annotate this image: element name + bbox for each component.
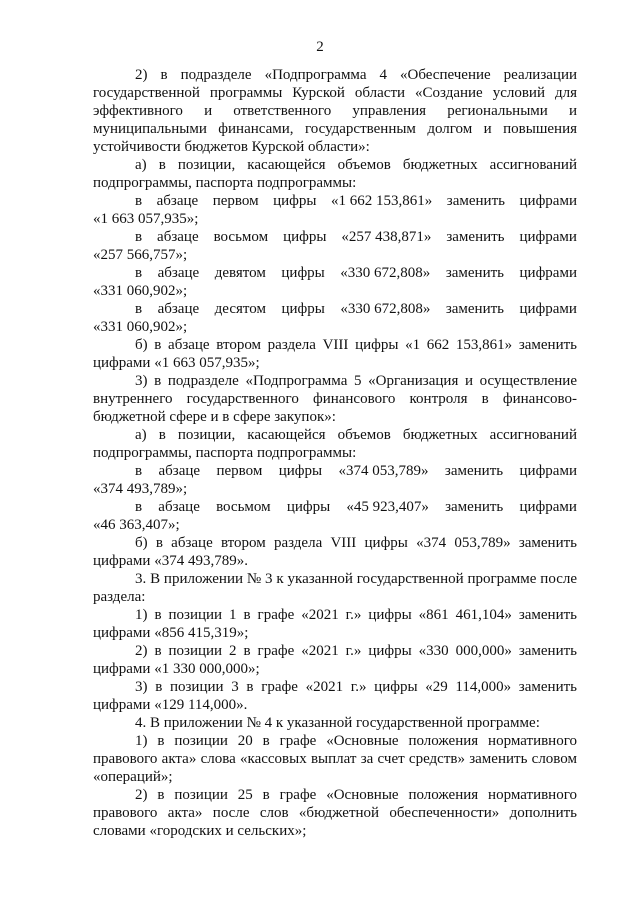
word: заменить <box>446 229 505 245</box>
paragraph: 2) в позиции 25 в графе «Основные положения нормативного правового акта» после слов «бюджетной обеспеченности» дополнить словами «городских и сельских»; <box>93 787 577 839</box>
word: абзаце <box>158 499 200 515</box>
word: цифрами <box>519 463 577 479</box>
word: заменить <box>445 265 504 281</box>
paragraph-continuation: «331 060,902»; <box>93 283 188 299</box>
word: восьмом <box>216 499 271 515</box>
paragraph: 3. В приложении № 3 к указанной государственной программе после раздела: <box>93 571 577 605</box>
word: цифрами <box>519 301 577 317</box>
word: «257 438,871» <box>341 229 432 245</box>
paragraph-continuation: «257 566,757»; <box>93 247 188 263</box>
word: заменить <box>446 193 505 209</box>
paragraph-continuation: «46 363,407»; <box>93 517 180 533</box>
paragraph: б) в абзаце втором раздела VIII цифры «1 662 153,861» заменить цифрами «1 663 057,935»; <box>93 337 577 371</box>
word: первом <box>216 463 263 479</box>
word: девятом <box>214 265 266 281</box>
word: цифры <box>273 193 317 209</box>
paragraph: 2) в подразделе «Подпрограмма 4 «Обеспечение реализации государственной программы Курской области «Создание условий для эффективного и ответственного управления региональными и муниципальными финансами, государственным долгом и повышения устойчивости бюджетов Курской области»: <box>93 67 577 155</box>
word: заменить <box>445 301 504 317</box>
word: цифры <box>278 463 323 479</box>
word: заменить <box>444 463 504 479</box>
word: десятом <box>214 301 266 317</box>
word: цифры <box>286 499 331 515</box>
word: в <box>135 301 143 317</box>
paragraph: б) в абзаце втором раздела VIII цифры «374 053,789» заменить цифрами «374 493,789». <box>93 535 577 569</box>
paragraph-first-line <box>93 228 577 246</box>
word: «330 672,808» <box>340 265 431 281</box>
document-body <box>93 66 577 840</box>
word: цифрами <box>519 229 577 245</box>
word: в <box>135 265 143 281</box>
paragraph: а) в позиции, касающейся объемов бюджетных ассигнований подпрограммы, паспорта подпрограммы: <box>93 427 577 461</box>
word: в <box>135 499 143 515</box>
word: «1 662 153,861» <box>331 193 433 209</box>
paragraph: а) в позиции, касающейся объемов бюджетных ассигнований подпрограммы, паспорта подпрограммы: <box>93 157 577 191</box>
paragraph: 2) в позиции 2 в графе «2021 г.» цифры «330 000,000» заменить цифрами «1 330 000,000»; <box>93 643 577 677</box>
paragraph: 3) в позиции 3 в графе «2021 г.» цифры «29 114,000» заменить цифрами «129 114,000». <box>93 679 577 713</box>
split-paragraph <box>93 498 577 534</box>
split-paragraph <box>93 192 577 228</box>
word: «330 672,808» <box>340 301 431 317</box>
word: «374 053,789» <box>338 463 429 479</box>
word: восьмом <box>213 229 269 245</box>
split-paragraph <box>93 462 577 498</box>
word: «45 923,407» <box>346 499 429 515</box>
paragraph-continuation: «374 493,789»; <box>93 481 188 497</box>
word: абзаце <box>157 229 199 245</box>
word: в <box>135 229 143 245</box>
word: заменить <box>445 499 504 515</box>
word: абзаце <box>157 301 200 317</box>
word: абзаце <box>157 265 200 281</box>
word: первом <box>212 193 259 209</box>
paragraph-first-line <box>93 498 577 516</box>
paragraph-continuation: «1 663 057,935»; <box>93 211 199 227</box>
paragraph-first-line <box>93 300 577 318</box>
word: цифрами <box>519 193 577 209</box>
paragraph: 1) в позиции 1 в графе «2021 г.» цифры «861 461,104» заменить цифрами «856 415,319»; <box>93 607 577 641</box>
word: цифрами <box>519 499 577 515</box>
split-paragraph <box>93 228 577 264</box>
word: в <box>135 193 143 209</box>
page-number: 2 <box>316 39 324 55</box>
word: цифры <box>281 301 325 317</box>
split-paragraph <box>93 300 577 336</box>
word: цифры <box>281 265 325 281</box>
paragraph: 4. В приложении № 4 к указанной государственной программе: <box>135 715 540 731</box>
word: абзаце <box>156 193 199 209</box>
paragraph: 3) в подразделе «Подпрограмма 5 «Организация и осуществление внутреннего государственного финансового контроля в финансово-бюджетной сфере и в сфере закупок»: <box>93 373 577 425</box>
word: цифры <box>283 229 327 245</box>
paragraph-first-line <box>93 192 577 210</box>
word: в <box>135 463 143 479</box>
split-paragraph <box>93 264 577 300</box>
paragraph-first-line <box>93 264 577 282</box>
word: абзаце <box>158 463 201 479</box>
paragraph-continuation: «331 060,902»; <box>93 319 188 335</box>
paragraph-first-line <box>93 462 577 480</box>
word: цифрами <box>519 265 577 281</box>
paragraph: 1) в позиции 20 в графе «Основные положения нормативного правового акта» слова «кассовых выплат за счет средств» заменить словом «операций»; <box>93 733 577 785</box>
